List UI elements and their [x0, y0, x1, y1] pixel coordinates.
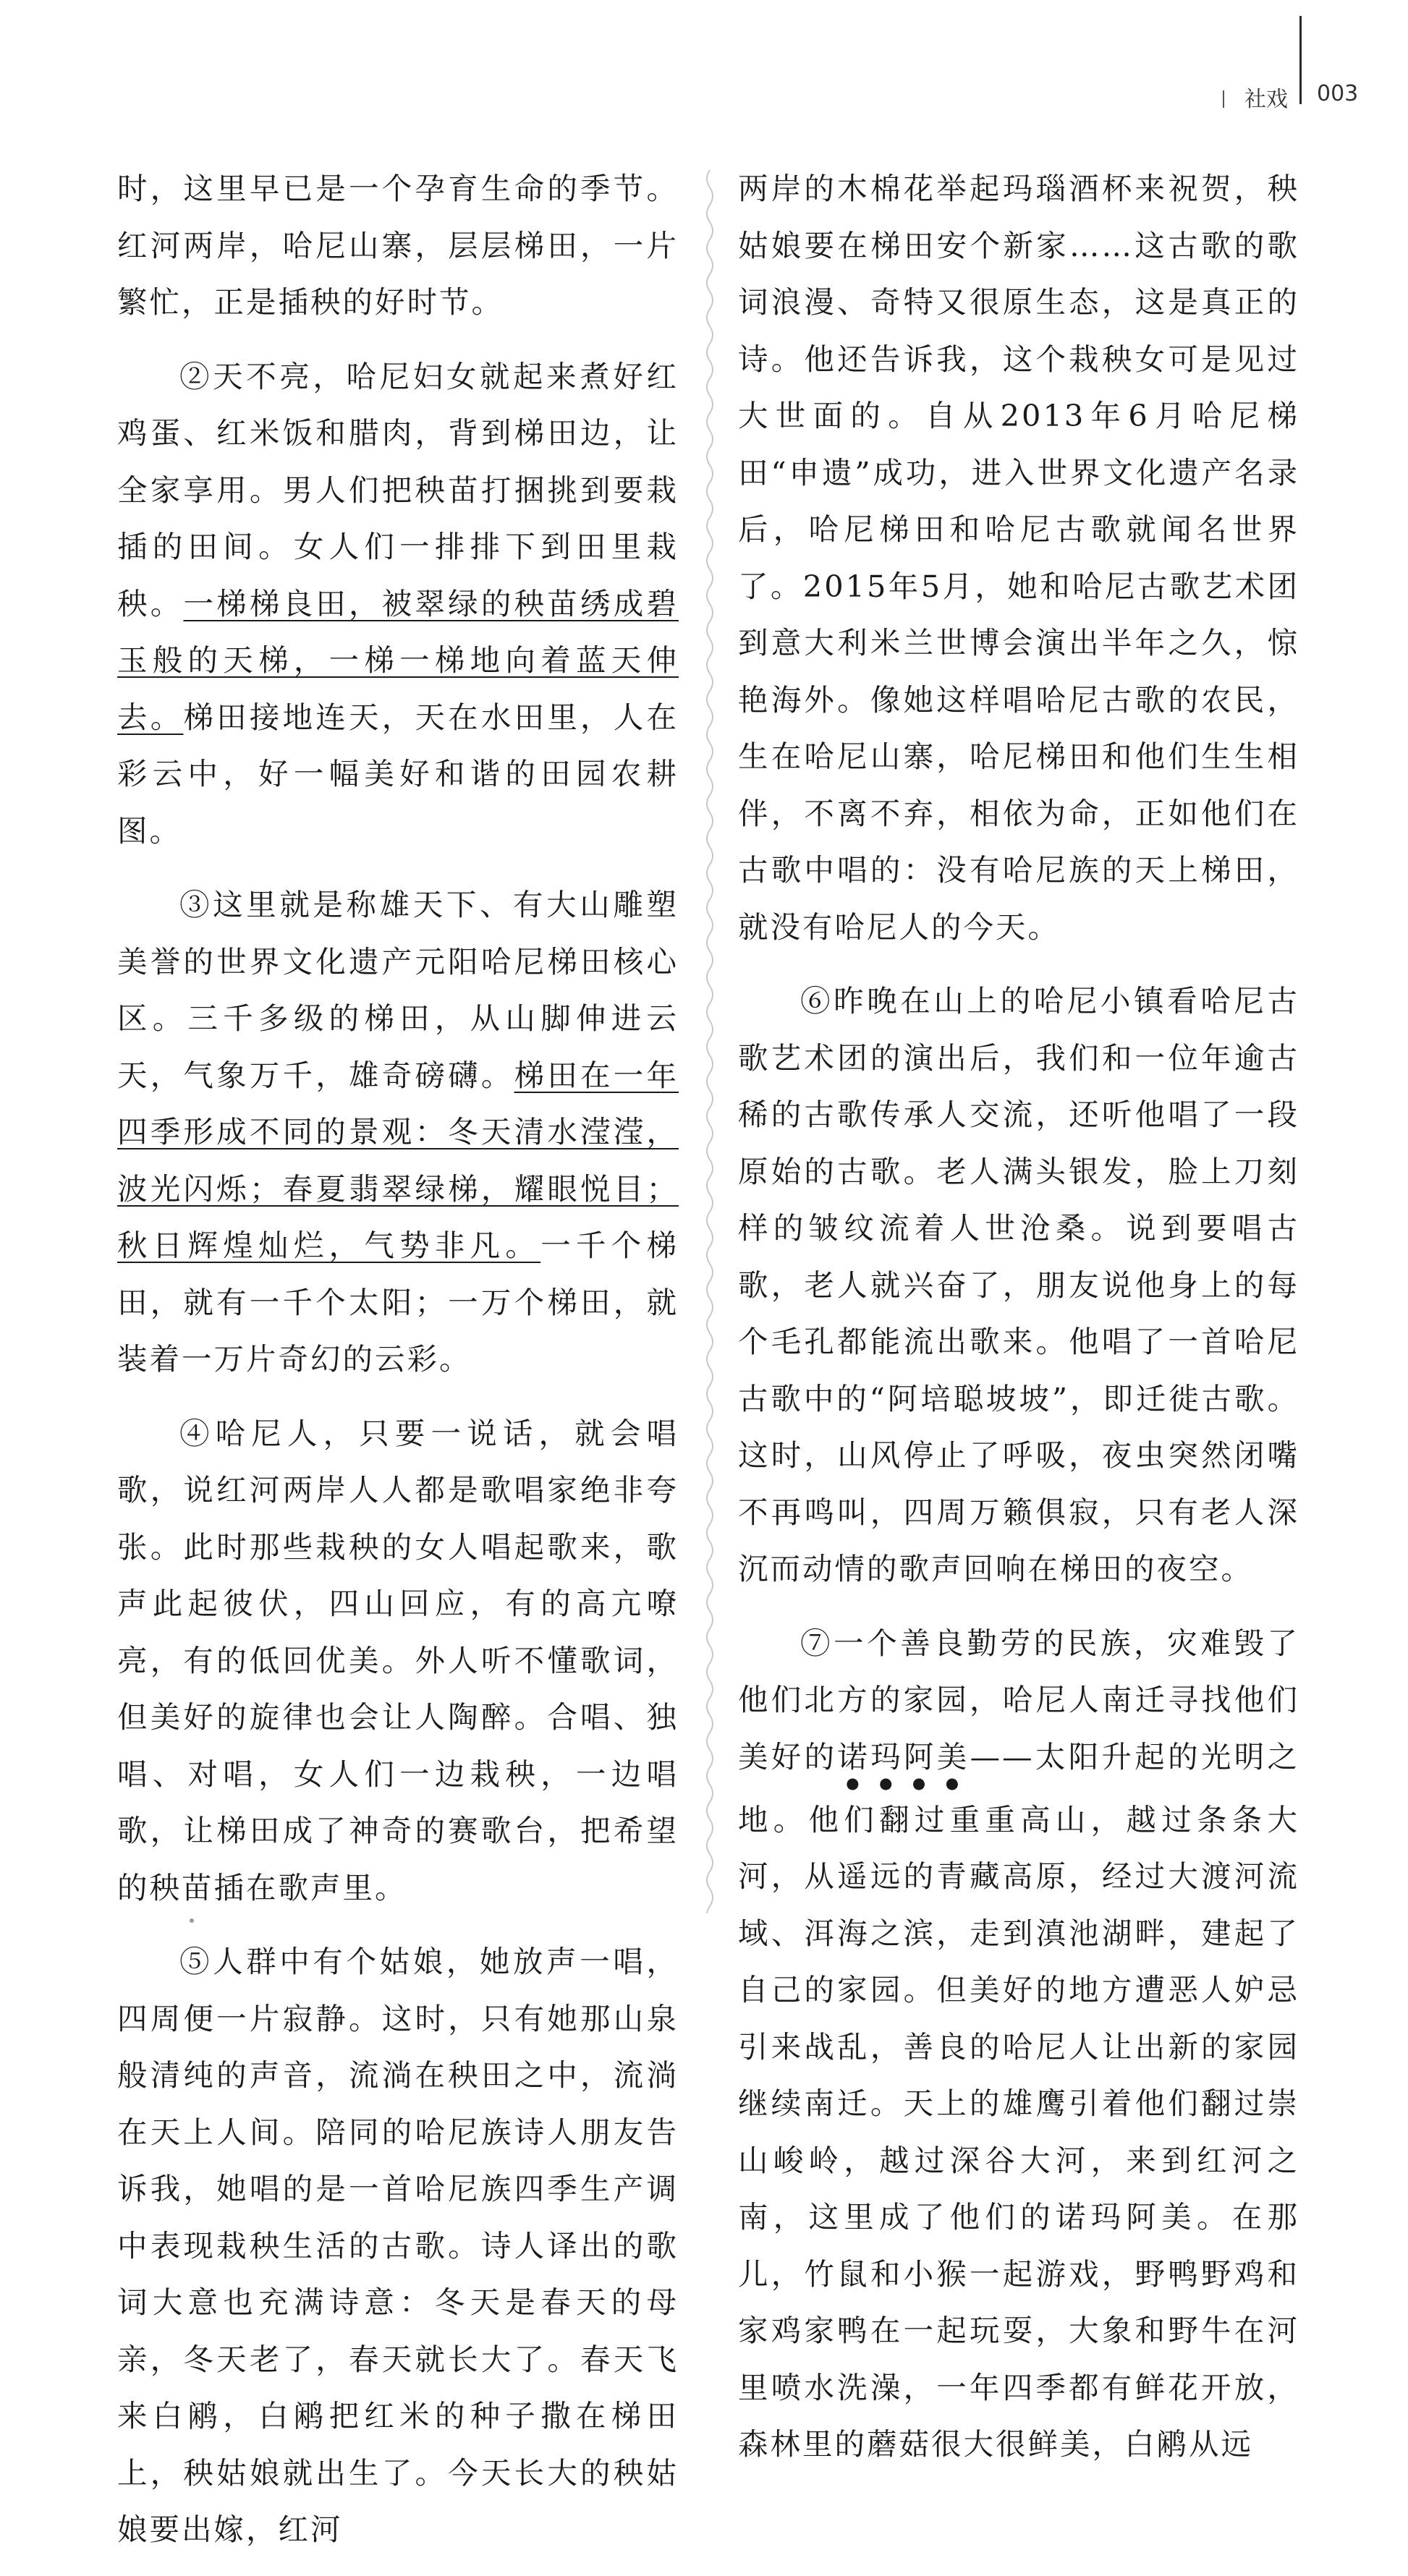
text-run: ⑥昨晚在山上的哈尼小镇看哈尼古歌艺术团的演出后，我们和一位年逾古稀的古歌传承人交流，还听他唱了一段原始的古歌。老人满头银发，脸上刀刻样的皱纹流着人世沧桑。说到要唱古歌，老人就兴奋了，朋友说他身上的每个毛孔都能流出歌来。他唱了一首哈尼古歌中的“阿培聪坡坡”，即迁徙古歌。这时，山风停止了呼吸，夜虫突然闭嘴不再鸣叫，四周万籁俱寂，只有老人深沉而动情的歌声回响在梯田的夜空。 [738, 983, 1299, 1586]
paragraph [117, 349, 679, 860]
paragraph [738, 161, 1299, 956]
paragraph [738, 1615, 1299, 2473]
paragraph [117, 1934, 679, 2559]
text-run: ⑤人群中有个姑娘，她放声一唱，四周便一片寂静。这时，只有她那山泉般清纯的声音，流淌在秧田之中，流淌在天上人间。陪同的哈尼族诗人朋友告诉我，她唱的是一首哈尼族四季生产调中表现栽秧生活的古歌。诗人译出的歌词大意也充满诗意：冬天是春天的母亲，冬天老了，春天就长大了。春天飞来白鹇，白鹇把红米的种子撒在梯田上，秧姑娘就出生了。今天长大的秧姑娘要出嫁，红河 [117, 1944, 679, 2547]
text-run: ——太阳升起的光明之地。他们翻过重重高山，越过条条大河，从遥远的青藏高原，经过大渡河流域、洱海之滨，走到滇池湖畔，建起了自己的家园。但美好的地方遭恶人妒忌引来战乱，善良的哈尼人让出新的家园继续南迁。天上的雄鹰引着他们翻过崇山峻岭，越过深谷大河，来到红河之南，这里成了他们的诺玛阿美。在那儿，竹鼠和小猴一起游戏，野鸭野鸡和家鸡家鸭在一起玩耍，大象和野牛在河里喷水洗澡，一年四季都有鲜花开放，森林里的蘑菇很大很鲜美，白鹇从远 [738, 1738, 1299, 2462]
section-title: 社戏 [1244, 87, 1288, 112]
paragraph [738, 973, 1299, 1598]
footer-mark [190, 1918, 194, 1923]
left-column [117, 161, 679, 2576]
underlined-text: 一梯梯良田，被翠绿的秧苗绣成碧玉般的天梯，一梯一梯地向着蓝天伸去。 [117, 585, 679, 735]
column-divider [702, 170, 718, 1913]
text-run: ②天不亮，哈尼妇女就起来煮好红鸡蛋、红米饭和腊肉，背到梯田边，让全家享用。男人们把秧苗打捆挑到要栽插的田间。女人们一排排下到田里栽秧。 [117, 358, 679, 621]
text-run: ④哈尼人，只要一说话，就会唱歌，说红河两岸人人都是歌唱家绝非夸张。此时那些栽秧的女人唱起歌来，歌声此起彼伏，四山回应，有的高亢嘹亮，有的低回优美。外人听不懂歌词，但美好的旋律也会让人陶醉。合唱、独唱、对唱，女人们一边栽秧，一边唱歌，让梯田成了神奇的赛歌台，把希望的秧苗插在歌声里。 [117, 1415, 679, 1905]
running-header [1150, 81, 1288, 113]
emphasis-dotted-text: 诺玛阿美 [837, 1738, 970, 1774]
paragraph [117, 1406, 679, 1917]
text-run: 两岸的木棉花举起玛瑙酒杯来祝贺，秧姑娘要在梯田安个新家……这古歌的歌词浪漫、奇特又很原生态，这是真正的诗。他还告诉我，这个栽秧女可是见过大世面的。自从2013年6月哈尼梯田“申遗”成功，进入世界文化遗产名录后，哈尼梯田和哈尼古歌就闻名世界了。2015年5月，她和哈尼古歌艺术团到意大利米兰世博会演出半年之久，惊艳海外。像她这样唱哈尼古歌的农民，生在哈尼山寨，哈尼梯田和他们生生相伴，不离不弃，相依为命，正如他们在古歌中唱的：没有哈尼族的天上梯田，就没有哈尼人的今天。 [738, 171, 1299, 945]
underlined-text: 梯田在一年四季形成不同的景观：冬天清水滢滢，波光闪烁；春夏翡翠绿梯，耀眼悦目；秋日辉煌灿烂，气势非凡。 [117, 1057, 679, 1263]
right-column [738, 161, 1299, 2491]
text-run: ⑦一个善良勤劳的民族，灾难毁了他们北方的家园，哈尼人南迁寻找他们美好的 [738, 1625, 1299, 1774]
header-bar [1223, 90, 1224, 108]
text-run: 一千个梯田，就有一千个太阳；一万个梯田，就装着一万片奇幻的云彩。 [117, 1228, 679, 1377]
text-run: ③这里就是称雄天下、有大山雕塑美誉的世界文化遗产元阳哈尼梯田核心区。三千多级的梯田，从山脚伸进云天，气象万千，雄奇磅礴。 [117, 887, 679, 1093]
page-number: 003 [1317, 81, 1359, 106]
paragraph [117, 877, 679, 1388]
text-run: 时，这里早已是一个孕育生命的季节。红河两岸，哈尼山寨，层层梯田，一片繁忙，正是插秧的好时节。 [117, 171, 679, 320]
header-rule [1299, 16, 1302, 104]
paragraph [117, 161, 679, 331]
text-run: 梯田接地连天，天在水田里，人在彩云中，好一幅美好和谐的田园农耕图。 [117, 699, 679, 849]
